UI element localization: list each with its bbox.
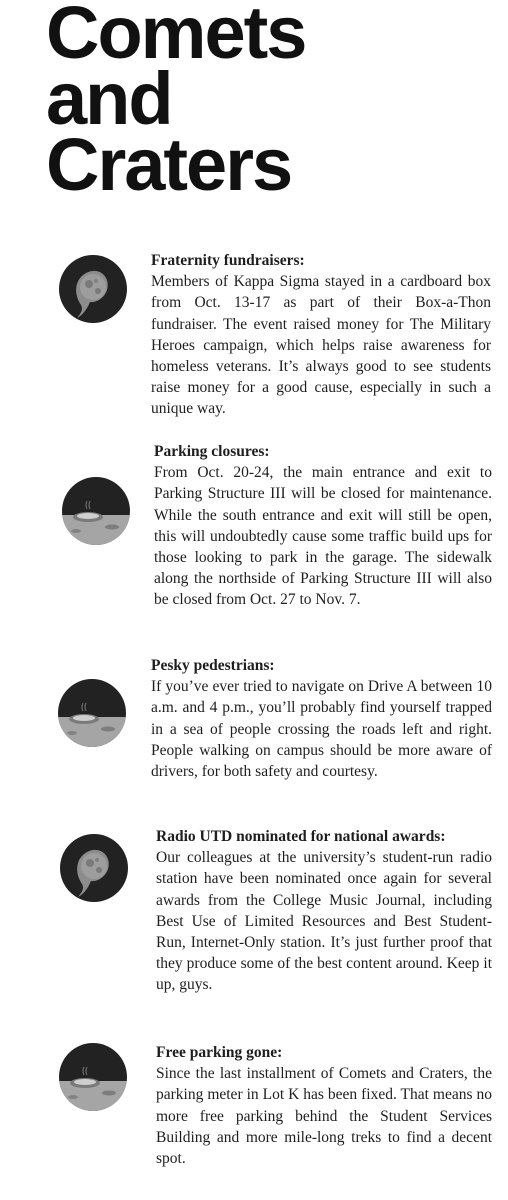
news-item-heading: Pesky pedestrians:	[151, 657, 275, 674]
news-item-text	[151, 655, 492, 782]
news-item-text	[151, 250, 491, 420]
news-item-heading: Free parking gone:	[156, 1044, 283, 1061]
news-item-heading: Radio UTD nominated for national awards:	[156, 828, 446, 845]
title-line-3: Craters	[46, 123, 292, 206]
title-line-2: and	[46, 57, 172, 140]
news-item-heading: Parking closures:	[154, 443, 270, 460]
news-item-body: From Oct. 20-24, the main entrance and exit to Parking Structure III will be closed for maintenance. While the south entrance and exit will still be open, this will undoubtedly cause some traffic build ups for those looking to park in the garage. The sidewalk along the northside of Parking Structure III will also be closed from Oct. 27 to Nov. 7.	[154, 464, 492, 609]
comet-icon	[60, 834, 128, 902]
crater-icon	[58, 679, 126, 747]
news-item-text	[156, 826, 492, 996]
comet-icon	[59, 255, 127, 323]
news-item-body: Since the last installment of Comets and Craters, the parking meter in Lot K has been fixed. That means no more free parking behind the Student Services Building and more mile-long treks to find a decent spot.	[156, 1065, 492, 1168]
news-item-body: Members of Kappa Sigma stayed in a cardboard box from Oct. 13-17 as part of their Box-a-Thon fundraiser. The event raised money for The Military Heroes campaign, which helps raise awareness for homeless veterans. It’s always good to see students raise money for a good cause, especially in such a unique way.	[151, 273, 491, 418]
crater-icon	[59, 1043, 127, 1111]
news-item-text	[154, 441, 492, 611]
news-item-text	[156, 1042, 492, 1169]
page-title	[46, 0, 306, 206]
news-item-body: Our colleagues at the university’s student-run radio station have been nominated once again for several awards from the College Music Journal, including Best Use of Limited Resources and Best Student-Run, Internet-Only station. It’s just further proof that they produce some of the best content around. Keep it up, guys.	[156, 849, 492, 994]
crater-icon	[62, 477, 130, 545]
news-item-heading: Fraternity fundraisers:	[151, 252, 305, 269]
title-line-1: Comets	[46, 0, 306, 74]
news-item-body: If you’ve ever tried to navigate on Drive A between 10 a.m. and 4 p.m., you’ll probably find yourself trapped in a sea of people crossing the roads left and right. People walking on campus should be more aware of drivers, for both safety and courtesy.	[151, 678, 492, 781]
